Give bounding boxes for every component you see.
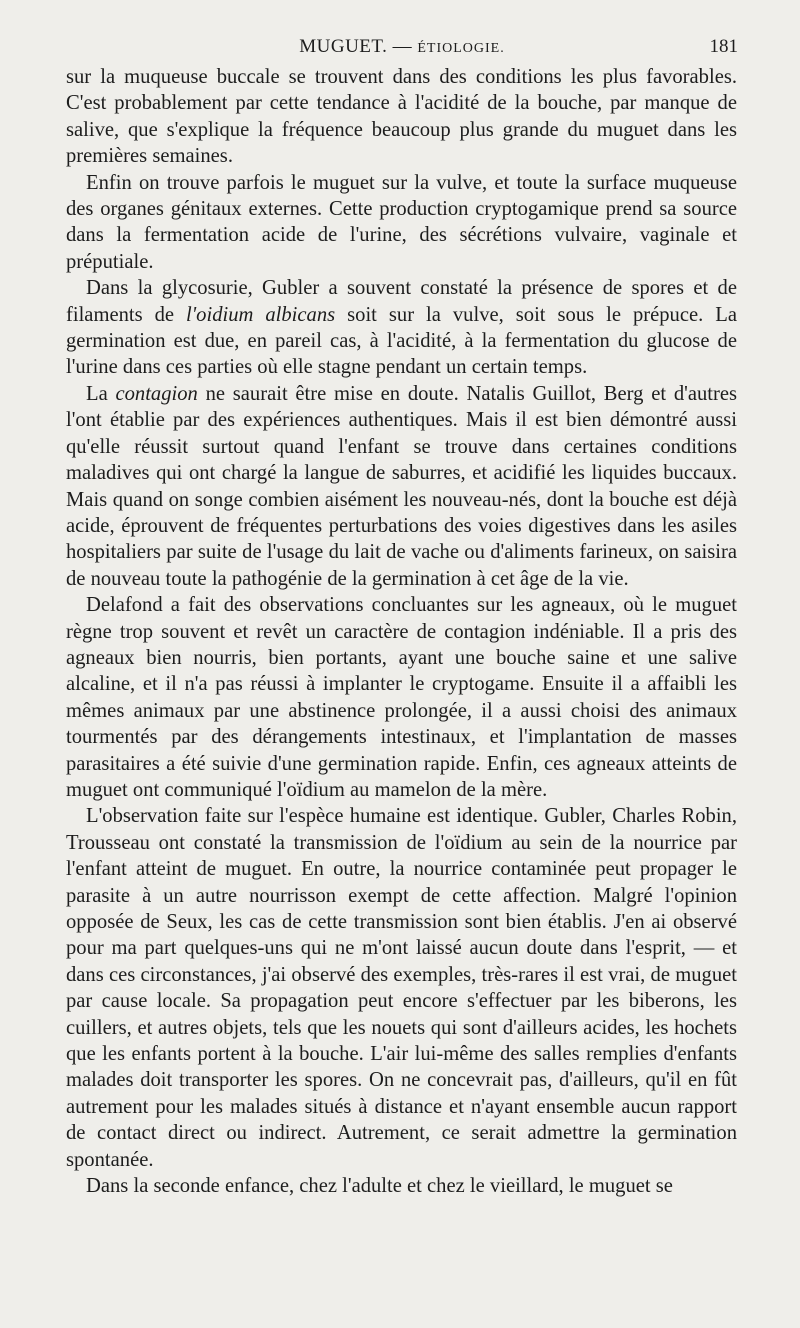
running-head-title: MUGUET. <box>299 36 388 57</box>
paragraph-text: ne saurait être mise en doute. Natalis Guillot, Berg et d'autres l'ont établie par des expériences authentiques. Mais il est bien démontré aussi qu'elle réussit surtout quand l'enfant se trouve dans certaines conditions maladives qui ont chargé la langue de saburres, et acidifié les liquides buccaux. Mais quand on songe combien aisément les nouveau-nés, dont la bouche est déjà acide, éprouvent de fréquentes perturbations des voies digestives dans les asiles hospitaliers par suite de l'usage du lait de vache ou d'aliments farineux, on saisira de nouveau toute la pathogénie de la germination à cet âge de la vie. <box>66 382 737 590</box>
paragraph <box>66 381 737 592</box>
running-head-separator: — <box>392 36 413 57</box>
paragraph <box>66 275 737 381</box>
paragraph: Enfin on trouve parfois le muguet sur la vulve, et toute la surface muqueuse des organes génitaux externes. Cette production cryptogamique prend sa source dans la fermentation acide de l'urine, des sécrétions vulvaire, vaginale et préputiale. <box>66 171 737 273</box>
paragraph-text: La <box>86 382 116 405</box>
page-header <box>66 36 738 62</box>
paragraph: L'observation faite sur l'espèce humaine est identique. Gubler, Charles Robin, Trousseau ont constaté la transmission de l'oïdium au sein de la nourrice par l'enfant atteint de muguet. En outre, la nourrice contaminée peut propager le parasite à un autre nourrisson exempt de cette affection. Malgré l'opinion opposée de Seux, les cas de cette transmission sont bien établis. J'en ai observé pour ma part quelques-uns qui ne m'ont laissé aucun doute dans l'esprit, — et dans ces circonstances, j'ai observé des exemples, très-rares il est vrai, de muguet par cause locale. Sa propagation peut encore s'effectuer par les biberons, les cuillers, et autres objets, tels que les nouets qui sont d'ailleurs acides, les hochets que les enfants portent à la bouche. L'air lui-même des salles remplies d'enfants malades doit transporter les spores. On ne concevrait pas, d'ailleurs, qu'il en fût autrement pour les malades situés à distance et n'ayant ensemble aucun rapport de contact direct ou indirect. Autrement, ce serait admettre la germination spontanée. <box>66 805 737 1171</box>
paragraph: Dans la seconde enfance, chez l'adulte et chez le vieillard, le muguet se <box>86 1175 673 1198</box>
paragraph-text: Dans la glycosurie, Gubler a souvent constaté la présence de spores et de filaments de <box>66 277 737 326</box>
paragraph-text: soit sur la vulve, soit sous le prépuce. La germination est due, en pareil cas, à l'acidité, à la fermentation du glucose de l'urine dans ces parties où elle stagne pendant un certain temps. <box>66 303 737 379</box>
paragraph: sur la muqueuse buccale se trouvent dans des conditions les plus favorables. C'est probablement par cette tendance à l'acidité de la bouche, par manque de salive, que s'explique la fréquence beaucoup plus grande du muguet dans les premières semaines. <box>66 66 737 168</box>
running-head-section: ÉTIOLOGIE. <box>417 41 505 56</box>
italic-term: l'oidium albicans <box>186 303 336 326</box>
paragraph: Delafond a fait des observations concluantes sur les agneaux, où le muguet règne trop souvent et revêt un caractère de contagion indéniable. Il a pris des agneaux bien nourris, bien portants, ayant une bouche saine et une salive alcaline, et il n'a pas réussi à implanter le cryptogame. Ensuite il a affaibli les mêmes animaux par une abstinence prolongée, il a aussi choisi des animaux tourmentés par des dérangements intestinaux, et l'implantation de masses parasitaires a été suivie d'une germination rapide. Enfin, ces agneaux atteints de muguet ont communiqué l'oïdium au mamelon de la mère. <box>66 594 737 801</box>
italic-term: contagion <box>115 382 198 405</box>
body-text <box>66 64 737 1199</box>
running-head <box>66 36 738 58</box>
page-number: 181 <box>709 36 738 57</box>
